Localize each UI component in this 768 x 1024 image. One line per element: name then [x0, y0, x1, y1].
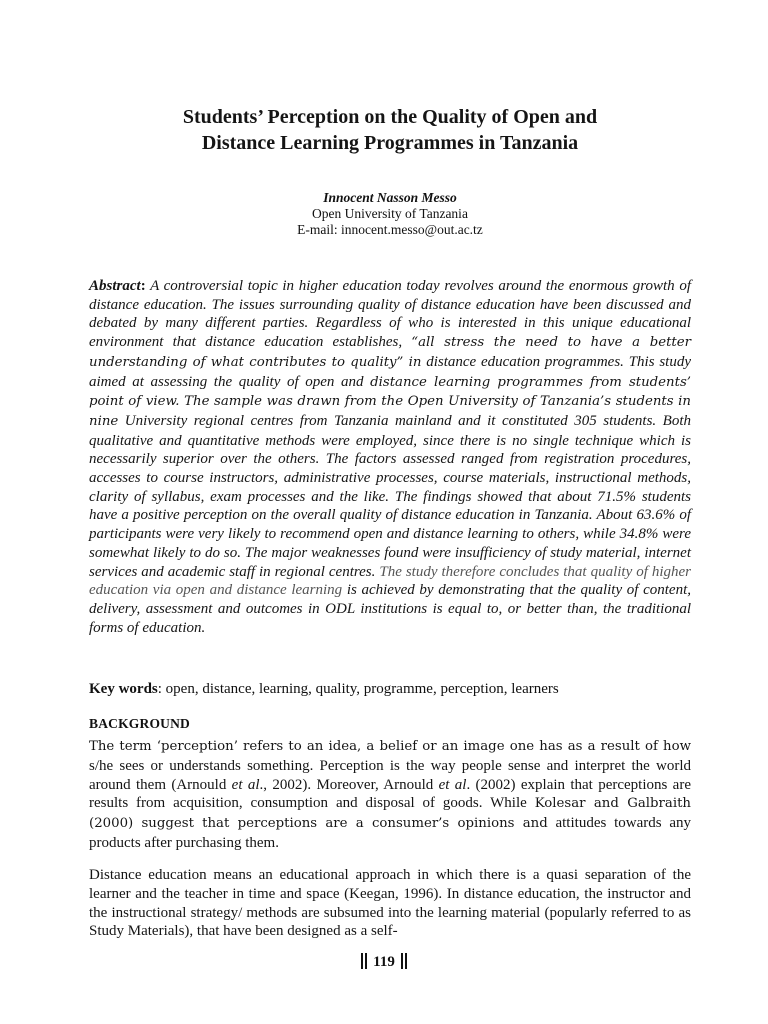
paper-title-line-1: Students’ Perception on the Quality of Open and — [182, 106, 598, 128]
paper-title — [90, 104, 690, 156]
abstract-label-text: Abstract — [89, 278, 141, 294]
abstract-quote: “all stress the need to have a better understanding of what contributes to quality” in — [89, 335, 691, 370]
author-affiliation: Open University of Tanzania — [312, 206, 468, 221]
author-block — [90, 190, 690, 238]
background-paragraph-2: Distance education means an educational approach in which there is a quasi separation of the learner and the teacher in time and space (Keegan, 1996). In distance education, the instructor and the instructional strategy/ methods are subsumed into the learning material (popularly referred to as Study Materials), that have been designed as a self- — [89, 867, 691, 940]
background-paragraph-1 — [89, 737, 691, 853]
citation-et-al: et al — [438, 776, 467, 793]
section-heading-background: BACKGROUND — [89, 716, 191, 731]
paragraph-text: Kolesar and Galbraith (2000) suggest that perceptions are a consumer’s opinions and — [89, 796, 691, 832]
abstract-text-1: A controversial topic in higher education today revolves around the enormous growth of distance education. The issues surrounding quality of distance education have been discussed and debated by many different parties. Regardless of who is interested in this unique educational environment that distance education establishes, — [89, 278, 691, 351]
abstract-label-colon: : — [140, 278, 146, 294]
paragraph-text: s/he sees or understands something. Perception is the way people sense and interpret the world around them (Arnould — [89, 757, 691, 793]
abstract-conclusion-highlight: The study therefore concludes that quality of higher education via open and distance learning — [89, 563, 691, 599]
page-number-text: 119 — [373, 954, 395, 970]
author-email: E-mail: innocent.messo@out.ac.tz — [297, 222, 483, 237]
citation-et-al: et al — [231, 776, 260, 793]
paragraph-text: . (2002) explain that perceptions are results from acquisition, consumption and disposal of goods. While — [89, 776, 691, 812]
keywords — [89, 680, 691, 699]
paragraph-text: attitudes towards any products after purchasing them. — [89, 815, 691, 851]
abstract-text-5: is achieved by demonstrating that the quality of content, delivery, assessment and outcomes in ODL institutions is equal to, or better than, the traditional forms of education. — [89, 582, 691, 636]
paragraph-text: ., 2002). Moreover, Arnould — [259, 776, 439, 793]
page-number-right-bars — [401, 953, 407, 969]
keywords-label: Key words — [89, 681, 158, 697]
paragraph-text: The term ‘perception’ refers to an idea, a belief or an image one has as a result of how — [89, 739, 691, 754]
paper-title-line-2: Distance Learning Programmes in Tanzania — [201, 132, 579, 154]
abstract-text-2: distance education programmes. This study aimed at assessing the quality of open and — [89, 353, 691, 390]
page-number — [344, 953, 424, 971]
abstract-text-3: distance learning programmes from students’ point of view. The sample was drawn from the Open University of Tanzania’s students in nine — [89, 374, 692, 429]
author-name: Innocent Nasson Messo — [323, 190, 457, 205]
abstract-label — [89, 278, 146, 294]
abstract-text-4: University regional centres from Tanzania mainland and it constituted 305 students. Both qualitative and quantitative methods were employed, since there is no single technique which is necessarily superior over the others. The factors assessed ranged from registration procedures, accesses to course instructors, administrative processes, course materials, instructional methods, clarity of syllabus, exam processes and the like. The findings showed that about 71.5% students have a positive perception on the overall quality of distance education in Tanzania. About 63.6% of participants were very likely to recommend open and distance learning to others, while 34.8% were somewhat likely to do so. The major weaknesses found were insufficiency of study material, internet services and academic staff in regional centres. — [89, 412, 691, 580]
keywords-text: : open, distance, learning, quality, programme, perception, learners — [157, 681, 559, 697]
abstract — [89, 277, 691, 637]
page-number-left-bars — [361, 953, 367, 969]
